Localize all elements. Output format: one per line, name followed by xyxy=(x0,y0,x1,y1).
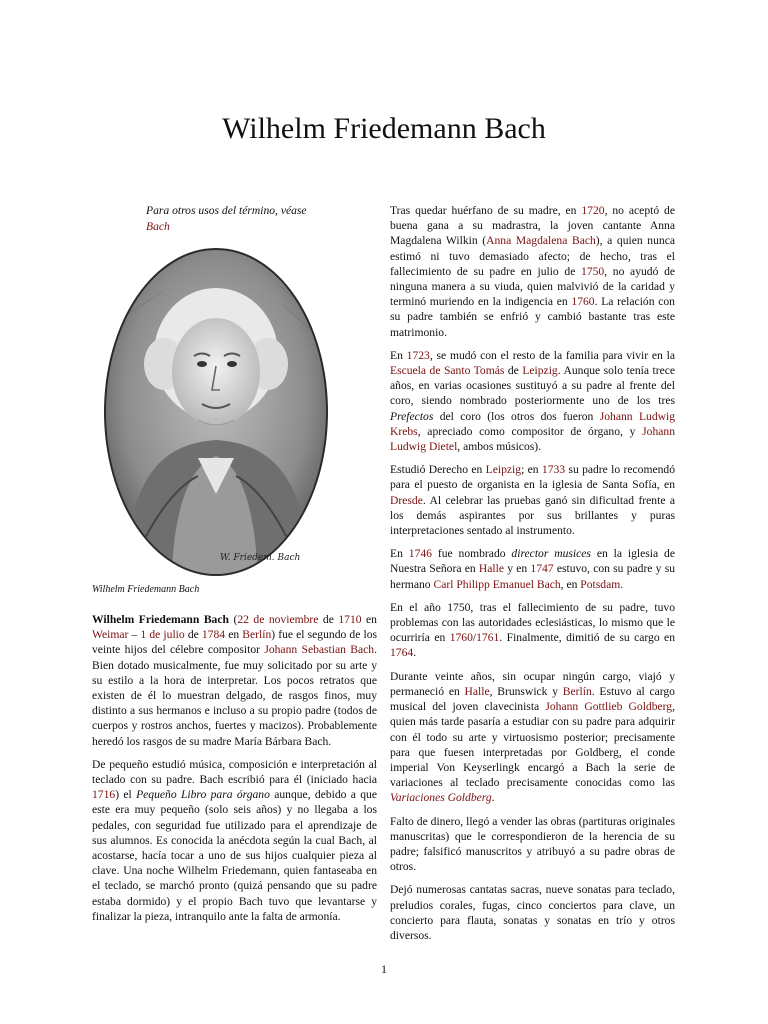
link-place[interactable]: Potsdam xyxy=(580,577,621,591)
text: En xyxy=(390,547,409,561)
link-place[interactable]: Escuela de Santo Tomás xyxy=(390,364,505,378)
right-column xyxy=(390,203,675,951)
disambiguation-link[interactable]: Bach xyxy=(146,220,170,233)
link-date[interactable]: 22 de noviembre xyxy=(237,613,319,626)
text: . Al celebrar las pruebas ganó sin dificultad frente a los demás aspirantes por sus brillantes y puras interpretaciones sentado al instrumento. xyxy=(390,493,675,538)
link-person[interactable]: Anna Magdalena Bach xyxy=(486,234,596,248)
text: en xyxy=(225,628,243,642)
text: Durante veinte años, sin ocupar ningún cargo, viajó y permaneció en xyxy=(390,669,675,698)
link-year[interactable]: 1733 xyxy=(541,463,566,477)
text: . Estuvo al cargo musical del joven clavecinista xyxy=(390,684,675,714)
link-person[interactable]: Johann Gottlieb Goldberg xyxy=(545,700,673,714)
text: . xyxy=(620,577,624,591)
text: su padre lo recomendó para el puesto de organista en la iglesia de Santa Sofía, en xyxy=(390,463,676,492)
paragraph-1750 xyxy=(390,600,675,661)
page-number: 1 xyxy=(381,962,387,976)
link-year[interactable]: 1764 xyxy=(390,646,414,660)
link-place[interactable]: Berlín xyxy=(562,684,592,698)
paragraph-intro xyxy=(92,612,377,749)
text: , Brunswick y xyxy=(489,684,563,698)
work-title: Pequeño Libro para órgano xyxy=(136,788,270,802)
portrait-caption: Wilhelm Friedemann Bach xyxy=(92,584,200,595)
text: / xyxy=(472,631,477,645)
left-column xyxy=(92,612,377,932)
paragraph-early-study xyxy=(92,757,377,924)
text: . La relación con su padre también se enfrió y cambió bastante tras este matrimonio. xyxy=(390,295,675,339)
text: aunque, debido a que este era muy pequeño (solo seis años) y no llegaba a los pedales, con seguridad fue utilizado para el aprendizaje de sus alumnos. Es conocida la anécdota según la cual Bach, al acostarse, hacía tocar a uno de sus hijos cualquier pieza al clave. Una noche Wilhelm Friedemann, quien fantaseaba en el teclado, se marchó pronto (quizá pensando que su padre estaba dormido) y el propio Bach tuvo que levantarse y finalizar la pieza, intranquilo ante la falta de armonía. xyxy=(92,788,377,923)
link-date[interactable]: 1 de julio xyxy=(140,628,185,642)
text: . Bien dotado musicalmente, fue muy solicitado por su arte y su estilo a la hora de interpretar. Los pocos retratos que existen de él lo muestran delgado, de rasgos finos, muy distinto a sus hermanos e incluso a su propio padre (todos de cuerpos y rostros anchos, fuertes y macizos). Probablemente heredó los rasgos de su madre María Bárbara Bach. xyxy=(92,643,377,748)
text: , apreciado como compositor de órgano, y xyxy=(417,424,643,438)
text: de xyxy=(318,613,339,626)
text: Tras quedar huérfano de su madre, en xyxy=(390,204,582,217)
text: de xyxy=(184,628,202,642)
text: . Aunque solo tenía trece años, en varias ocasiones sustituyó a su padre al frente del coro, siendo nombrado posteriormente uno de los tres xyxy=(390,364,676,408)
text: . xyxy=(491,791,495,805)
text: . xyxy=(413,646,417,660)
link-place[interactable]: Leipzig xyxy=(522,364,558,378)
text: en xyxy=(361,613,377,626)
link-place[interactable]: Dresde xyxy=(390,493,423,507)
text: . Finalmente, dimitió de su cargo en xyxy=(499,631,676,645)
text: , se mudó con el resto de la familia para vivir en la xyxy=(429,348,675,362)
disambiguation-text: Para otros usos del término, véase xyxy=(146,204,307,217)
text: ) el xyxy=(115,788,137,802)
text: , ambos músicos). xyxy=(457,440,542,454)
subject-name: Wilhelm Friedemann Bach xyxy=(92,613,229,626)
text: De pequeño estudió música, composición e interpretación al teclado con su padre. Bach escribió para él (iniciado hacia xyxy=(92,757,377,787)
text: , quien más tarde pasaría a estudiar con su padre para adquirir con él todo su arte y virtuosismo posterior; precisamente para que fuesen interpretadas por Goldberg, el conde imperial Von Keyserlingk encargó a Bach la serie de variaciones al teclado precisamente conocidas como las xyxy=(390,700,676,790)
text: ) fue el segundo de los veinte hijos del célebre compositor xyxy=(92,628,377,657)
link-person[interactable]: Johann Sebastian Bach xyxy=(264,643,375,657)
paragraph-dresden xyxy=(390,462,675,538)
link-year[interactable]: 1723 xyxy=(406,348,430,362)
text: y en xyxy=(503,562,531,576)
text: Estudió Derecho en xyxy=(390,463,486,477)
emphasis: Prefectos xyxy=(390,409,434,423)
text: Falto de dinero, llegó a vender las obras (partituras originales manuscritas) que le correspondieron de la herencia de su padre; falsificó manuscritos y atribuyó a su padre obras de otros. xyxy=(390,814,675,874)
paragraph-money xyxy=(390,814,675,875)
page-title: Wilhelm Friedemann Bach xyxy=(222,112,546,145)
text: Dejó numerosas cantatas sacras, nueve sonatas para teclado, preludios corales, fugas, cinco conciertos para clave, un concierto para flauta, sonatas y sonatas en trío y otros diversos. xyxy=(390,883,675,942)
text: de xyxy=(504,364,523,378)
text: , no aceptó de buena gana a su madrastra, la joven cantante Anna Magdalena Wilkin ( xyxy=(390,204,675,248)
link-year[interactable]: 1784 xyxy=(201,628,226,642)
link-year[interactable]: 1720 xyxy=(581,204,605,217)
link-year[interactable]: 1746 xyxy=(408,547,432,561)
link-person[interactable]: Johann Ludwig Dietel xyxy=(390,424,675,454)
text: del coro (los otros dos fueron xyxy=(433,409,600,423)
text: ; en xyxy=(521,463,542,477)
link-year[interactable]: 1716 xyxy=(92,788,116,802)
link-year[interactable]: 1760 xyxy=(571,295,595,309)
link-year[interactable]: 1761 xyxy=(476,631,500,645)
text: fue nombrado xyxy=(431,547,512,561)
text: , en xyxy=(560,577,581,591)
paragraph-leipzig xyxy=(390,348,675,454)
link-person[interactable]: Carl Philipp Emanuel Bach xyxy=(433,577,561,591)
text: En xyxy=(390,348,407,362)
text: estuvo, con su padre y su hermano xyxy=(390,562,676,591)
portrait-signature: W. Friedem. Bach xyxy=(220,553,301,563)
paragraph-halle xyxy=(390,546,675,592)
link-person[interactable]: Johann Ludwig Krebs xyxy=(390,409,676,438)
link-place[interactable]: Halle xyxy=(464,684,490,698)
emphasis: director musices xyxy=(511,547,591,561)
text: ), a quien nunca estimó ni tuvo demasiado afecto; de hecho, tras el fallecimiento de su padre en julio de xyxy=(390,234,675,278)
paragraph-stepmother xyxy=(390,203,675,340)
paragraph-works xyxy=(390,882,675,943)
disambiguation-note xyxy=(146,203,356,235)
portrait xyxy=(102,244,330,580)
paragraph-goldberg xyxy=(390,669,675,806)
link-work[interactable]: Variaciones Goldberg xyxy=(390,791,492,805)
link-year[interactable]: 1710 xyxy=(338,613,362,626)
link-year[interactable]: 1750 xyxy=(581,264,605,278)
text: en la iglesia de Nuestra Señora en xyxy=(390,547,675,576)
portrait-engraving-icon xyxy=(102,244,330,580)
text: – xyxy=(128,628,141,642)
text: , no ayudó de ninguna manera a su viuda, quien malvivió de la caridad y terminó muriendo en la indigencia en xyxy=(390,264,676,309)
text: ( xyxy=(228,613,238,626)
link-place[interactable]: Leipzig xyxy=(485,463,522,477)
link-place[interactable]: Weimar xyxy=(92,628,129,642)
link-place[interactable]: Halle xyxy=(478,562,504,576)
link-year[interactable]: 1760 xyxy=(449,631,473,645)
link-place[interactable]: Berlín xyxy=(242,628,272,642)
text: En el año 1750, tras el fallecimiento de su padre, tuvo problemas con las autoridades eclesiásticas, lo mismo que le ocurriría en xyxy=(390,600,675,645)
link-year[interactable]: 1747 xyxy=(530,562,554,576)
